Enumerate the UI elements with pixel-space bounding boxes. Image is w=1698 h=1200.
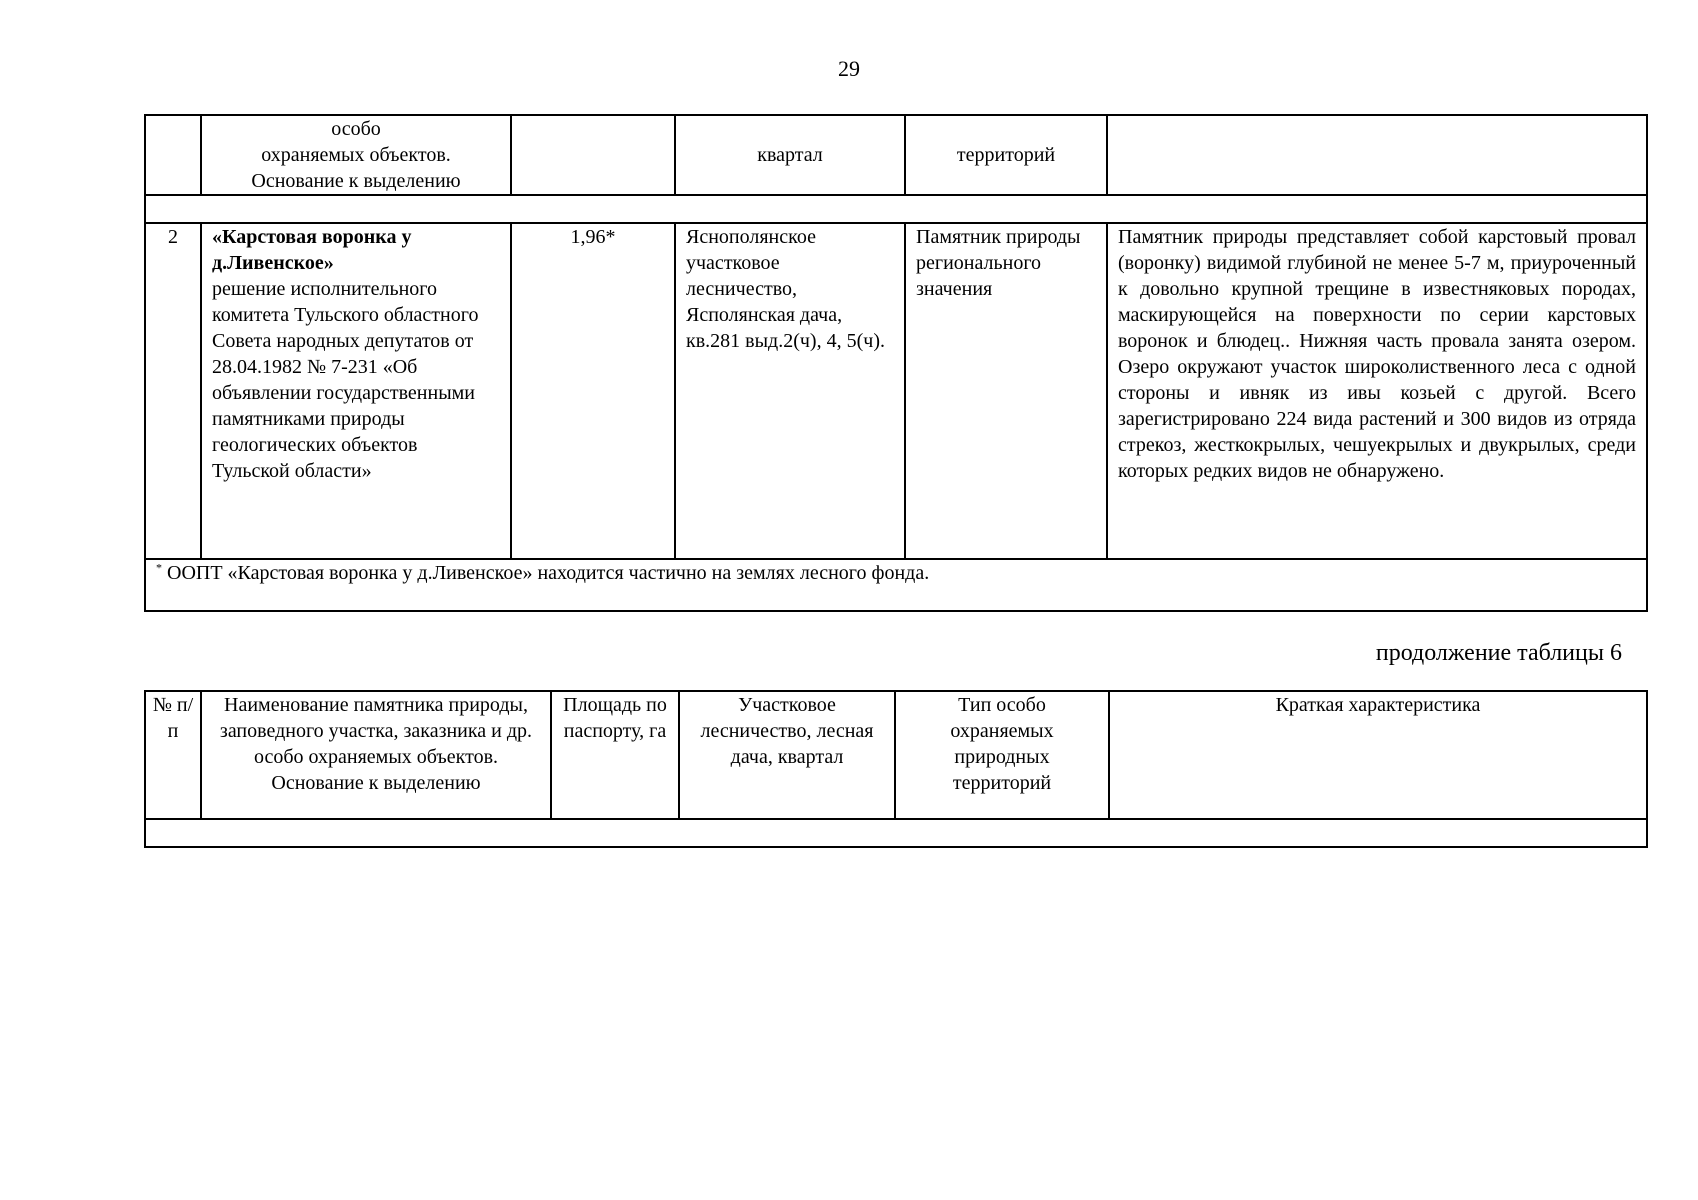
header-name-cell [201, 115, 511, 195]
header-description [1109, 691, 1647, 819]
numbering-row [145, 819, 1647, 847]
header-name-text: Наименование памятника природы, заповедного участка, заказника и др. особо охраняемых объектов. Основание к выделению [219, 694, 533, 794]
footnote-mark: * [156, 560, 162, 575]
numbering-cell [145, 195, 1647, 223]
row-forestry-cell [675, 223, 905, 559]
table-row [145, 223, 1647, 559]
row-num-cell [145, 223, 201, 559]
header-num-text: № п/п [152, 694, 194, 742]
header-name-line: особо [331, 118, 381, 140]
monument-basis: решение исполнительного комитета Тульского областного Совета народных депутатов от 28.04.1982 № 7-231 «Об объявлении государственными памятниками природы геологических объектов Тульской области» [212, 278, 479, 482]
header-row [145, 691, 1647, 819]
header-area-cell [511, 115, 675, 195]
row-type: Памятник природы регионального значения [916, 226, 1081, 300]
page-number: 29 [838, 56, 860, 81]
header-forestry [679, 691, 895, 819]
header-num-cell [145, 115, 201, 195]
header-type-cell [905, 115, 1107, 195]
header-description-text: Краткая характеристика [1275, 694, 1481, 716]
row-num: 2 [168, 226, 178, 248]
nature-monuments-table [144, 114, 1648, 612]
header-forestry-text: квартал [757, 144, 823, 166]
row-description-cell [1107, 223, 1647, 559]
numbering-cell [145, 819, 1647, 847]
header-forestry-text: Участковое лесничество, лесная дача, квартал [700, 694, 874, 768]
header-type [895, 691, 1109, 819]
row-forestry: Яснополянское участковое лесничество, Ясполянская дача, кв.281 выд.2(ч), 4, 5(ч). [686, 226, 885, 352]
footnote-row [145, 559, 1647, 611]
header-type-text: Тип особо охраняемых природных территорий [950, 694, 1054, 794]
numbering-row [145, 195, 1647, 223]
header-continuation-row [145, 115, 1647, 195]
row-type-cell [905, 223, 1107, 559]
header-area [551, 691, 679, 819]
continuation-table [144, 690, 1648, 848]
footnote-cell [145, 559, 1647, 611]
row-description: Памятник природы представляет собой карстовый провал (воронку) видимой глубиной не менее 5-7 м, приуроченный к довольно крупной трещине в известняковых породах, маскирующейся на поверхности по серии карстовых воронок и блюдец.. Нижняя часть провала занята озером. Озеро окружают участок широколиственного леса с одной стороны и ивняк из ивы козьей с другой. Всего зарегистрировано 224 вида растений и 300 видов из отряда стрекоз, жесткокрылых, чешуекрылых и двукрылых, среди которых редких видов не обнаружено. [1118, 226, 1636, 482]
header-name [201, 691, 551, 819]
header-description-cell [1107, 115, 1647, 195]
header-name-line: Основание к выделению [251, 170, 461, 192]
header-forestry-cell [675, 115, 905, 195]
header-type-text: территорий [956, 144, 1056, 166]
row-area-cell [511, 223, 675, 559]
monument-title-line2: д.Ливенское» [212, 252, 334, 274]
row-area: 1,96* [570, 226, 616, 248]
row-name-cell [201, 223, 511, 559]
continuation-label: продолжение таблицы 6 [1375, 640, 1622, 666]
monument-title: «Карстовая воронка у [212, 226, 412, 248]
header-area-text: Площадь по паспорту, га [563, 694, 667, 742]
header-name-line: охраняемых объектов. [261, 144, 451, 166]
footnote-text: ООПТ «Карстовая воронка у д.Ливенское» находится частично на землях лесного фонда. [167, 562, 930, 584]
header-num [145, 691, 201, 819]
